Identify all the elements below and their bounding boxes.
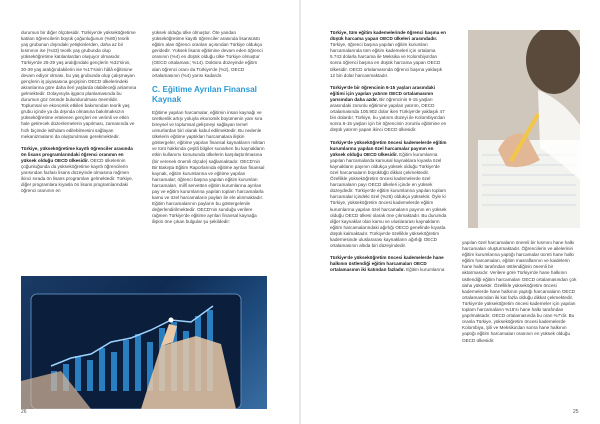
paragraph-text: Eğitim kurumlarına yapılan harcamalarda kamusal kaynaklara kıyasla özel kaynakların payının oldukça yüksek olduğu Türkiye'de özel harcamaların büyüklüğü dikkat çekmektedir. Özellikle yükseköğretim öncesi kademelerde özel harcamaların payı OECD ülkeleri içinde en yüksek düzeydedir. Türkiye'de eğitim kurumlarına yapılan toplam harcamalar içindeki özel (%26) oldukça yüksektir. Öyle ki Türkiye, yükseköğretim öncesi kademelerde eğitim kurumlarına yapılan özel harcamaların payının en yüksek olduğu OECD ülkesi olarak öne çıkmaktadır. Bu durumda diğer kaynaklar olan kamu ve uluslararası kaynakların eğitim harcamalarındaki ağırlığı OECD genelinde kıyasla düşük kalmaktadır. Türkiye'de özellikle yükseköğretim kademesinde uluslararası kaynakların ağırlığı OECD ortalamasının altıda biri düzeyindedir.	[330, 151, 447, 249]
paragraph: yapılan özel harcamaların önemli bir kısmını hane halkı harcamaları oluşturmaktadır. Öğrencilerin ve ailelerinin eğitim kurumlarına yaptığı harcamalar ücreti hane halkı eğitim harcamaları, eğitim masraflarının ve kaidelerin hane halkı tarafından üstlendiğinin önemli bir aktarmasıdır. Verilere göre Türkiye'de hane halkının üstlendiği eğitim harcamaları OECD ortalamasından çok daha yüksektir. Özellikle yükseköğretim öncesi kademelerde hane halkının yaptığı harcamaların OECD ortalamasından iki kat fazla olduğu dikkat çekmektedir. Türkiye'de yükseköğretim öncesi kademeler için yapılan toplam harcamaların %16'sı hane halkı tarafından yapılmaktadır. OECD ortalamasında bu oran %7'dir. Bu oranla Türkiye, yükseköğretim öncesi kademelerde Kolombiya, Şili ve Meksika'dan sonra hane halkının yaptığı eğitim harcamaları oranının en yüksek olduğu OECD ülkesidir.	[462, 240, 577, 343]
tablet-chart-photo	[21, 276, 267, 409]
bold-lead: Türkiye, tüm eğitim kademelerinde öğrenci başına en düşük harcama yapan OECD ülkeleri arasındadır.	[330, 30, 446, 42]
right-column-1	[330, 30, 447, 279]
left-column-1	[21, 30, 137, 200]
bold-lead: Türkiye'de yükseköğretim öncesi kademelerde hane halkının üstlendiği eğitim harcamaları OECD ortalamasının iki katından fazladır.	[330, 255, 444, 273]
paragraph-text: Türkiye, öğrenci başına yapılan eğitim kurumları harcamalarında tüm eğitim kademeleri için ortalama 5.743 dolarla harcama ile Meksika ve Kolombiya'dan sonra öğrenci başına en düşük harcama yapan OECD ülkesidir. OECD ortalamasında öğrenci başına yaklaşık 12 bin dolar harcanmaktadır.	[330, 42, 443, 78]
section-heading: C. Eğitime Ayrılan Finansal Kaynak	[152, 84, 257, 104]
paragraph	[21, 146, 137, 195]
paragraph	[330, 85, 447, 134]
tablet-chart-illustration	[21, 276, 267, 409]
paragraph: durumun bir diğer ölçütesidir. Türkiye'de yükseköğretime katılan öğrencilerin büyük çoğunluğunun (%80) teorik yaş grubunun dışındaki yetişkinlerden, daha az bir kısmının ise (%33) teorik yaş grubunda olup yükseköğretime katılanlardan oluşuyor olmasıdır. Türkiye'de 25-29 yaş aralığındaki gençlerin %32'sinin, 30-39 yaş aralığındakilerin ise %17'sinin hâlâ eğitimine devam ediyor olması, bu yaş grubunda olup çalışmayan gençlerin iş piyasasına geçişinin OECD ülkelerindeki akranlarına göre daha ileri yaşlarda olabileceği anlamına gelmektedir. Dolayısıyla işgücü planlamasında bu durumun göz önünde bulundurulması önemlidir. Toplumsal ve ekonomik etkileri bakımından teorik yaş grubu içinde ya da dışında olmasına bakılmaksızın yükseköğretime ertelenen gençleri en verimli ve etkin hale getirecek düzenlemelerin yapılması, zamanında ve hızlı biçimde istihdam edilebilmesini sağlayan mekanizmaların da oluşturulması gerekmektedir.	[21, 30, 137, 139]
paragraph	[330, 30, 447, 79]
student-hands-photo	[468, 30, 580, 228]
right-column-2	[462, 240, 580, 350]
paragraph-text: Bir öğrencinin 6-15 yaşları arasındaki zorunlu eğitimine yapılan yatırım, OECD ortalamasında 105.902 dolar iken Türkiye'de yaklaşık 47 bin dolardır. Türkiye, bu yatırım düzeyi ile Kolombiya'dan sonra 6-15 yaşları için bir öğrencinin zorunlu eğitimine en düşük yatırım yapan ikinci OECD ülkesidir.	[330, 96, 447, 133]
student-writing-illustration	[468, 30, 580, 228]
bold-lead: Türkiye, yükseköğretime kayıtlı öğrenciler arasında ön lisans programlarındaki öğrenci oranının en yüksek olduğu OECD ülkesidir.	[21, 145, 133, 163]
paragraph: yüksek olduğu ülke olmuştur. Öte yandan yükseköğretime kayıtlı öğrenciler arasında lisansüstü eğitim alan öğrenci oranları açısından Türkiye oldukça geridedir. Yüksek lisans eğitimine devam eden öğrenci oranının (%4) en düşük olduğu ülke Türkiye olmuştur (OECD ortalaması; %14). Doktora düzeyinde eğitim alan öğrenci oranı da Türkiye'de (%2), OECD ortalamasının (%4) yarısı kadardır.	[152, 30, 263, 78]
paragraph: Eğitime yapılan harcamalar, eğitimin insan kaynağı ve üretkenlik artışı yoluyla ekonomik büyümenin yanı sıra bireysel ve toplumsal gelişmeyi sağlayan temel unsurlardan biri olarak kabul edilmektedir. Bu nedenle ülkelerin eğitime yaptıkları harcamalara ilişkin göstergeler, eğitime yapılan finansal kaynakların miktarı ve türü hakkında çeşitli bilgiler sunarken bu kaynakların etkin kullanımı konusunda ülkelerin karşılaştırılmasına (bir verenek önemli ölçüde) sağlamaktadır. OECD'nin Bir Bakışta Eğitim Raporlarında eğitime ayrılan finansal kaynak, eğitim kurumlarına ve eğitime yapılan harcamalar; öğrenci başına yapılan eğitim kurumları harcamaları, millî servetten eğitim kurumlarına ayrılan pay ve eğitim kurumlarına yapılan toplam harcamalarla kamu ve özel harcamaların payları ile ele alınmaktadır. Eğitim harcamalarının payların bu göstergelerde değerlendirilmektedir. OECD'nin sunduğu verilere rağmen Türkiye'de eğitime ayrılan finansal kaynağa ilişkin öne çıkan bulgular şu şekildedir:	[152, 109, 266, 225]
paragraph	[330, 255, 447, 273]
right-page-number: 25	[573, 409, 579, 415]
left-column-2	[152, 30, 266, 232]
bold-lead: Türkiye'de yükseköğretim öncesi kademelerde eğitim kurumlarına yapılan özel harcamalar payının en yüksek olduğu OECD ülkesidir.	[330, 139, 447, 157]
left-page-number: 26	[21, 409, 27, 415]
bold-lead: Türkiye'de bir öğrencinin 6-15 yaşları arasındaki eğitimi için yapılan yatırım OECD ortalamasının yarısından daha azdır.	[330, 84, 436, 102]
paragraph-text: OECD ülkelerinin çoğunluğunda da yükseköğretime kayıtlı öğrencilerin yarısından fazlası lisans düzeyinde olmasına rağmen ikinci sırada ön lisans programları gelmektedir. Türkiye, diğer programlara kıyasla ön lisans programlarındaki öğrenci oranının en	[21, 157, 133, 194]
paragraph	[330, 140, 447, 250]
paragraph-text: Eğitim kurumlarına	[404, 267, 445, 273]
